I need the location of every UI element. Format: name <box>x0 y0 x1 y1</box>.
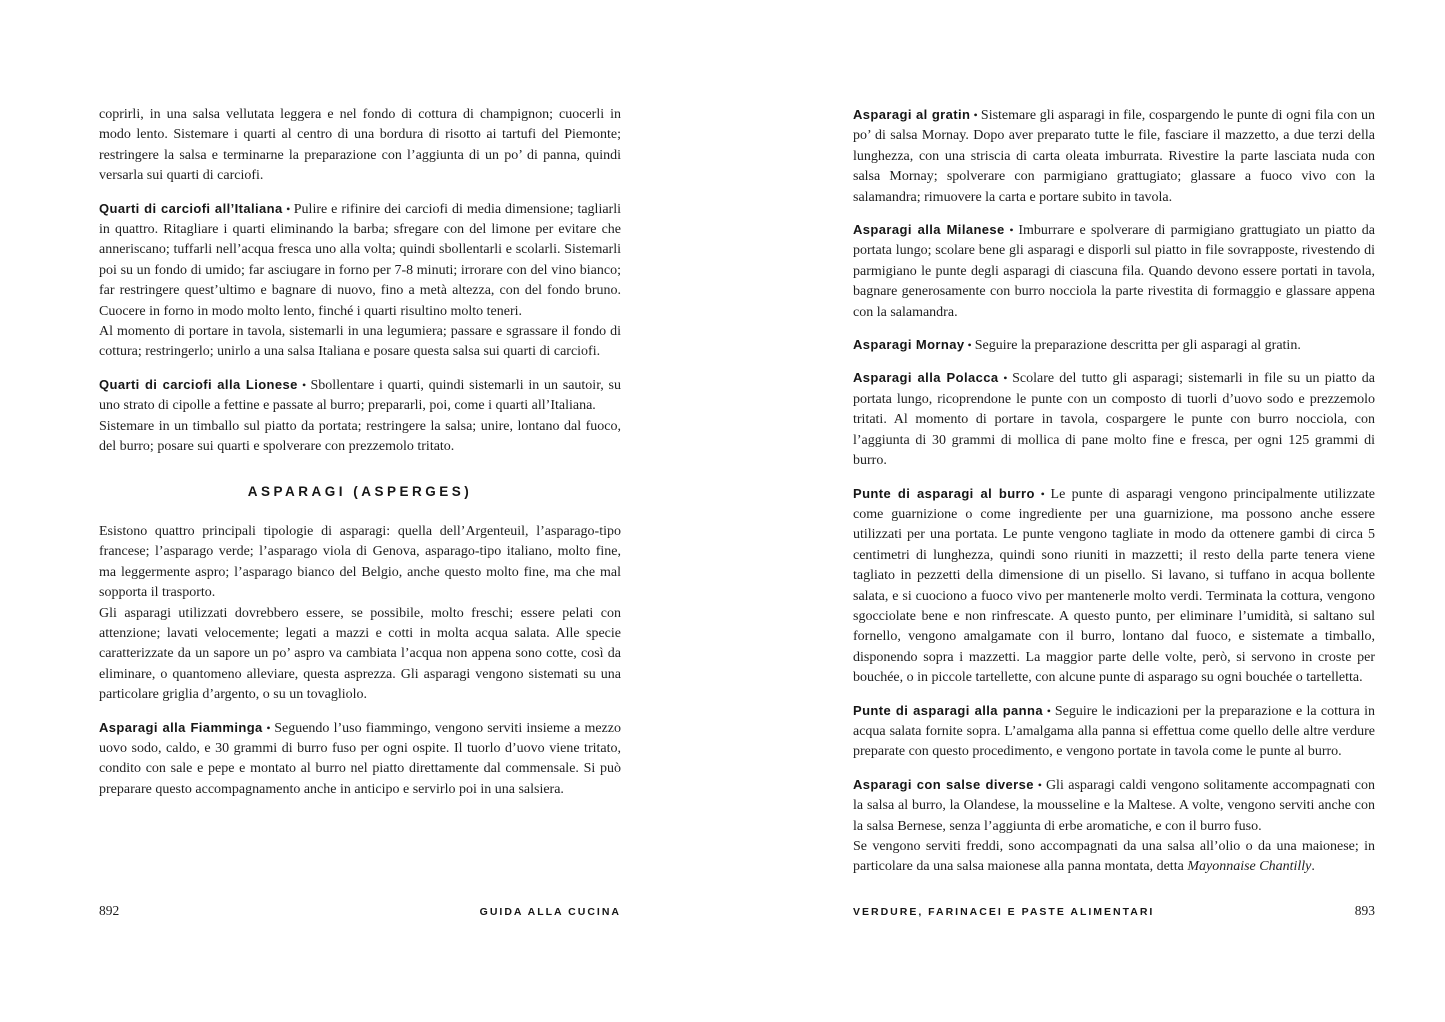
body-paragraph: coprirli, in una salsa vellutata leggera e nel fondo di cottura di champignon; cuocerli in modo lento. Sistemare i quarti al centro di una bordura di risotto ai tartufi del Piemonte; restringere la salsa e terminarne la preparazione con l’aggiunta di un po’ di panna, quindi versarla sui quarti di carciofi. <box>99 107 621 184</box>
bullet-separator: • <box>1033 777 1046 792</box>
bullet-separator: • <box>282 201 294 216</box>
bullet-separator: • <box>297 377 311 392</box>
running-title-right: VERDURE, FARINACEI E PASTE ALIMENTARI <box>853 906 1155 918</box>
recipe-paragraph: Asparagi al gratin • Sistemare gli asparagi in file, cospargendo le punte di ogni fila con un po’ di salsa Mornay. Dopo aver preparato tutte le file, fasciare il mazzetto, a due terzi della lunghezza, con una striscia di carta oleata imburrata. Rivestire la parte lasciata nuda con salsa Mornay; spolverare con parmigiano grattugiato; glassare a fuoco vivo con la salamandra; rimuovere la carta e portare subito in tavola. <box>853 107 1375 205</box>
bullet-separator: • <box>262 720 275 735</box>
page-left-content <box>99 105 621 800</box>
bullet-separator: • <box>1034 486 1051 501</box>
recipe-paragraph: Asparagi con salse diverse • Gli asparagi caldi vengono solitamente accompagnati con la salsa al burro, la Olandese, la mousseline e la Maltese. A volte, vengono serviti anche con la salsa Bernese, senza l’aggiunta di erbe aromatiche, e con il burro fuso. <box>853 776 1375 834</box>
recipe-title: Asparagi alla Milanese <box>853 222 1005 238</box>
page-right-footer <box>853 903 1375 919</box>
recipe-paragraph: Quarti di carciofi alla Lionese • Sbollentare i quarti, quindi sistemarli in un sautoir, su uno strato di cipolle a fettine e passate al burro; prepararli, poi, come i quarti all’Italiana. <box>99 376 622 414</box>
recipe-paragraph: Asparagi alla Polacca • Scolare del tutto gli asparagi; sistemarli in file su un piatto da portata lungo, ricoprendone le punte con un composto di tuorli d’uovo sodo e prezzemolo tritati. Al momento di portare in tavola, cospargere le punte con burro nocciola, con l’aggiunta di 30 grammi di mollica di pane molto fine e fresca, per ogni 125 grammi di burro. <box>853 370 1375 469</box>
recipe-title: Quarti di carciofi all’Italiana <box>99 200 283 216</box>
page-number-left: 892 <box>99 903 120 918</box>
body-paragraph: Esistono quattro principali tipologie di asparagi: quella dell’Argenteuil, l’asparago-tipo francese; l’asparago verde; l’asparago viola di Genova, asparago-tipo italiano, molto fine, ma leggermente aspro; l’asparago bianco del Belgio, anche questo molto fine, ma che mal sopporta il trasporto. <box>99 523 621 601</box>
page-right-content <box>853 105 1375 878</box>
recipe-title: Asparagi Mornay <box>853 337 965 353</box>
recipe-paragraph: Asparagi alla Milanese • Imburrare e spolverare di parmigiano grattugiato un piatto da portata lungo; scolare bene gli asparagi e disporli sul piatto in file sovrapposte, rivestendo di parmigiano le punte degli asparagi di ciascuna fila. Quando devono essere portati in tavola, bagnare generosamente con burro nocciola la parte rivestita di formaggio e glassare appena con la salamandra. <box>853 222 1375 320</box>
recipe-title: Asparagi alla Fiamminga <box>99 719 263 735</box>
recipe-entry <box>99 375 621 458</box>
bullet-separator: • <box>1004 223 1019 238</box>
running-title-left: GUIDA ALLA CUCINA <box>479 906 621 918</box>
recipe-entry <box>853 484 1375 689</box>
recipe-paragraph: Asparagi Mornay • Seguire la preparazione descritta per gli asparagi al gratin. <box>853 337 1301 354</box>
recipe-title: Asparagi alla Polacca <box>853 370 999 386</box>
recipe-paragraph: Asparagi alla Fiamminga • Seguendo l’uso fiammingo, vengono serviti insieme a mezzo uovo sodo, caldo, e 30 grammi di burro fuso per ogni ospite. Il tuorlo d’uovo viene tritato, condito con sale e pepe e montato al burro nel piatto direttamente dal commensale. Si può preparare questo accompagnamento anche in anticipo e servirlo poi in una salsiera. <box>99 719 621 797</box>
bullet-separator: • <box>998 371 1013 386</box>
recipe-entry <box>853 368 1375 471</box>
page-number-right: 893 <box>1354 903 1375 918</box>
recipe-paragraph: Punte di asparagi al burro • Le punte di asparagi vengono principalmente utilizzate come guarnizione o come ingrediente per una guarnizione, ma possono anche essere utilizzati per una portata. Le punte vengono tagliate in modo da ottenere gambi di circa 5 centimetri di lunghezza, quindi sono riuniti in mazzetti; il resto della parte tenera viene tagliato in pezzetti della dimensione di un pisello. Si lavano, si tuffano in acqua bollente salata, e si cuociono a fuoco vivo per mantenerle molto verdi. Terminata la cottura, vengono sgocciolate bene e non rinfrescate. A questo punto, per eliminare l’umidità, si saltano sul fornello, vengono amalgamate con il burro, lontano dal fuoco, e sistemate a timballo, disponendo sopra i mazzetti. La maggior parte delle volte, però, si servono in croste per bouchée, o in piccole tartellette, con alcune punte di asparago su ogni bouchée o tartelletta. <box>853 485 1375 686</box>
body-block <box>99 105 621 187</box>
recipe-entry <box>853 335 1375 356</box>
recipe-title: Asparagi con salse diverse <box>853 776 1034 792</box>
recipe-title: Punte di asparagi alla panna <box>853 702 1043 718</box>
continuation-paragraph: Se vengono serviti freddi, sono accompagnati da una salsa all’olio o da una maionese; in particolare da una salsa maionese alla panna montata, detta Mayonnaise Chantilly. <box>853 839 1375 875</box>
recipe-entry <box>853 220 1375 323</box>
recipe-title: Quarti di carciofi alla Lionese <box>99 376 298 392</box>
recipe-paragraph: Quarti di carciofi all’Italiana • Pulire e rifinire dei carciofi di media dimensione; tagliarli in quattro. Ritagliare i quarti eliminando la barba; sfregare con del limone per evitare che anneriscano; tuffarli nell’acqua fresca uno alla volta; quindi sbollentarli e scolarli. Sistemarli poi su un fondo di umido; far asciugare in forno per 7-8 minuti; irrorare con del vino bianco; far restringere quest’ultimo e bagnare di nuovo, fino a metà altezza, con del fondo bruno. Cuocere in forno in modo molto lento, finché i quarti risultino molto teneri. <box>99 200 621 319</box>
recipe-title: Asparagi al gratin <box>853 107 971 122</box>
continuation-paragraph: Sistemare in un timballo sul piatto da portata; restringere la salsa; unire, lontano dal fuoco, del burro; posare sui quarti e spolverare con prezzemolo tritato. <box>99 418 621 455</box>
bullet-separator: • <box>970 108 981 122</box>
page-left-footer <box>99 903 621 919</box>
recipe-entry <box>99 718 621 801</box>
recipe-paragraph: Punte di asparagi alla panna • Seguire le indicazioni per la preparazione e la cottura in acqua salata fornite sopra. L’amalgama alla panna si effettua come quello delle altre verdure preparate con questo procedimento, e vengono portate in tavola come le punte al burro. <box>853 702 1375 760</box>
continuation-paragraph: Gli asparagi utilizzati dovrebbero essere, se possibile, molto freschi; essere pelati con attenzione; lavati velocemente; legati a mazzi e cotti in molta acqua salata. Alle specie caratterizzate da un sapore un po’ aspro va cambiata l’acqua non appena sono cotte, così da eliminare, o quantomeno alleviare, questa asprezza. Gli asparagi vengono sistemati su una particolare griglia d’argento, o su un tovagliolo. <box>99 605 621 703</box>
body-block <box>99 522 621 706</box>
bullet-separator: • <box>964 338 975 353</box>
italic-term: Mayonnaise Chantilly <box>1187 859 1312 875</box>
recipe-title: Punte di asparagi al burro <box>853 485 1035 501</box>
continuation-paragraph: Al momento di portare in tavola, sistemarli in una legumiera; passare e sgrassare il fondo di cottura; restringerlo; unirlo a una salsa Italiana e posare questa salsa sui quarti di carciofi. <box>99 324 621 360</box>
recipe-entry <box>853 701 1375 763</box>
recipe-entry <box>853 775 1375 878</box>
bullet-separator: • <box>1042 703 1055 718</box>
recipe-entry <box>853 105 1375 208</box>
recipe-entry <box>99 199 621 363</box>
section-heading: ASPARAGI (ASPERGES) <box>247 483 473 499</box>
